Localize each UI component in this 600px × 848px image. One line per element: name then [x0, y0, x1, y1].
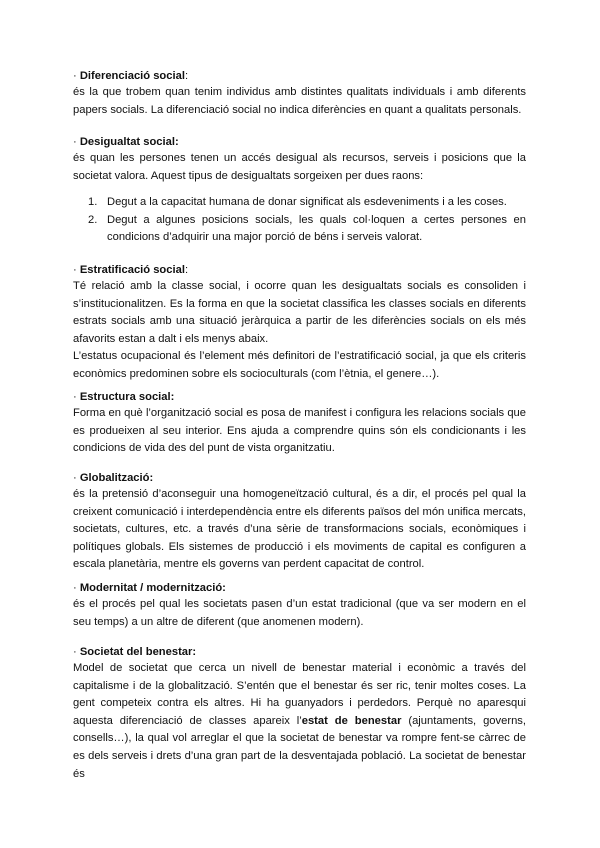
list-item [73, 194, 526, 212]
section-estructura-social [73, 389, 526, 458]
section-heading [73, 389, 526, 405]
section-paragraph: Té relació amb la classe social, i ocorre quan les desigualtats socials es consoliden i s’institucionalitzen. Es la forma en que la societat classifica les classes socials en diferents estrats socials amb una situació jeràrquica a partir de les diferències socials on els més afavorits estan a dalt i els menys abaix. [73, 280, 526, 345]
section-paragraph: és la pretensió d’aconseguir una homogeneïtzació cultural, és a dir, el procés pel qual la creixent comunicació i interdependència entre els diferents països del món unifica mercats, societats, cultures, etc. a través d’una sèrie de transformacions socials, econòmiques i polítiques globals. Els sistemes de producció i els moviments de capital es configuren a escala planetària, mentre els governs van perdent capacitat de control. [73, 488, 526, 571]
heading-bullet: · [73, 264, 77, 276]
list-item-text: Degut a algunes posicions socials, les quals col·loquen a certes persones en condicions d’adquirir una major porció de béns i serveis valorat. [107, 213, 526, 244]
heading-text: Diferenciació social [79, 70, 185, 82]
heading-text: Modernitat / modernització: [79, 582, 226, 594]
section-modernitat [73, 580, 526, 631]
section-heading [73, 68, 526, 84]
heading-bullet: · [73, 582, 77, 594]
heading-text: Globalització: [79, 472, 154, 484]
heading-text: Desigualtat social: [79, 136, 179, 148]
bold-term-estat-de-benestar: estat de benestar [301, 714, 402, 727]
heading-text: Estructura social: [79, 391, 175, 403]
reasons-list [73, 194, 526, 247]
list-item-number: 1. [88, 196, 98, 209]
section-societat-del-benestar [73, 644, 526, 783]
heading-suffix: : [184, 264, 189, 276]
section-heading [73, 644, 526, 660]
section-paragraph: és la que trobem quan tenim individus amb distintes qualitats individuals i amb diferents papers socials. La diferenciació social no indica diferències en quant a qualitats personals. [73, 86, 526, 116]
heading-bullet: · [73, 391, 77, 403]
heading-text: Societat del benestar: [79, 646, 197, 658]
heading-suffix: : [184, 70, 189, 82]
section-heading [73, 262, 526, 278]
heading-bullet: · [73, 70, 77, 82]
section-estratificacio-social [73, 262, 526, 384]
section-globalitzacio [73, 470, 526, 574]
list-item-number: 2. [88, 213, 98, 226]
heading-bullet: · [73, 646, 77, 658]
section-desigualtat-social [73, 134, 526, 247]
heading-bullet: · [73, 472, 77, 484]
section-heading [73, 134, 526, 150]
heading-text: Estratificació social [79, 264, 185, 276]
section-diferenciacio-social [73, 68, 526, 119]
section-heading [73, 470, 526, 486]
section-paragraph: L’estatus ocupacional és l’element més definitori de l’estratificació social, ja que els criteris econòmics predominen sobre els socioculturals (com l’ètnia, el genere…). [73, 350, 526, 380]
section-paragraph: és el procés pel qual les societats pasen d’un estat tradicional (que va ser modern en el seu temps) a un altre de diferent (que anomenen modern). [73, 598, 526, 628]
heading-bullet: · [73, 136, 77, 148]
list-item-text: Degut a la capacitat humana de donar significat als esdeveniments i a les coses. [107, 196, 507, 209]
section-paragraph: és quan les persones tenen un accés desigual als recursos, serveis i posicions que la societat valora. Aquest tipus de desigualtats sorgeixen per dues raons: [73, 152, 526, 182]
paragraph-text: Model de societat que cerca un nivell de benestar material i econòmic a través del capitalisme i de la globalització. S’entén que el benestar és ser ric, tenir moltes coses. La gent competeix contra els altres. Hi ha guanyadors i perdedors. Perquè no aparesqui aquesta diferenciació de classes apareix l’ [73, 662, 526, 727]
section-paragraph [73, 660, 526, 783]
paragraph-text: (ajuntaments, governs, consells…), la qual vol arreglar el que la societat de benestar va rompre fent-se càrrec de es dels serveis i drets d’una gran part de la desventajada població. La societat de benestar és [73, 714, 526, 780]
section-paragraph: Forma en què l’organització social es posa de manifest i configura les relacions socials que es produeixen al seu interior. Ens ajuda a comprendre quins són els condicionants i les condicions de vida des del punt de vista organitzatiu. [73, 407, 526, 455]
list-item [73, 212, 526, 247]
section-heading [73, 580, 526, 596]
